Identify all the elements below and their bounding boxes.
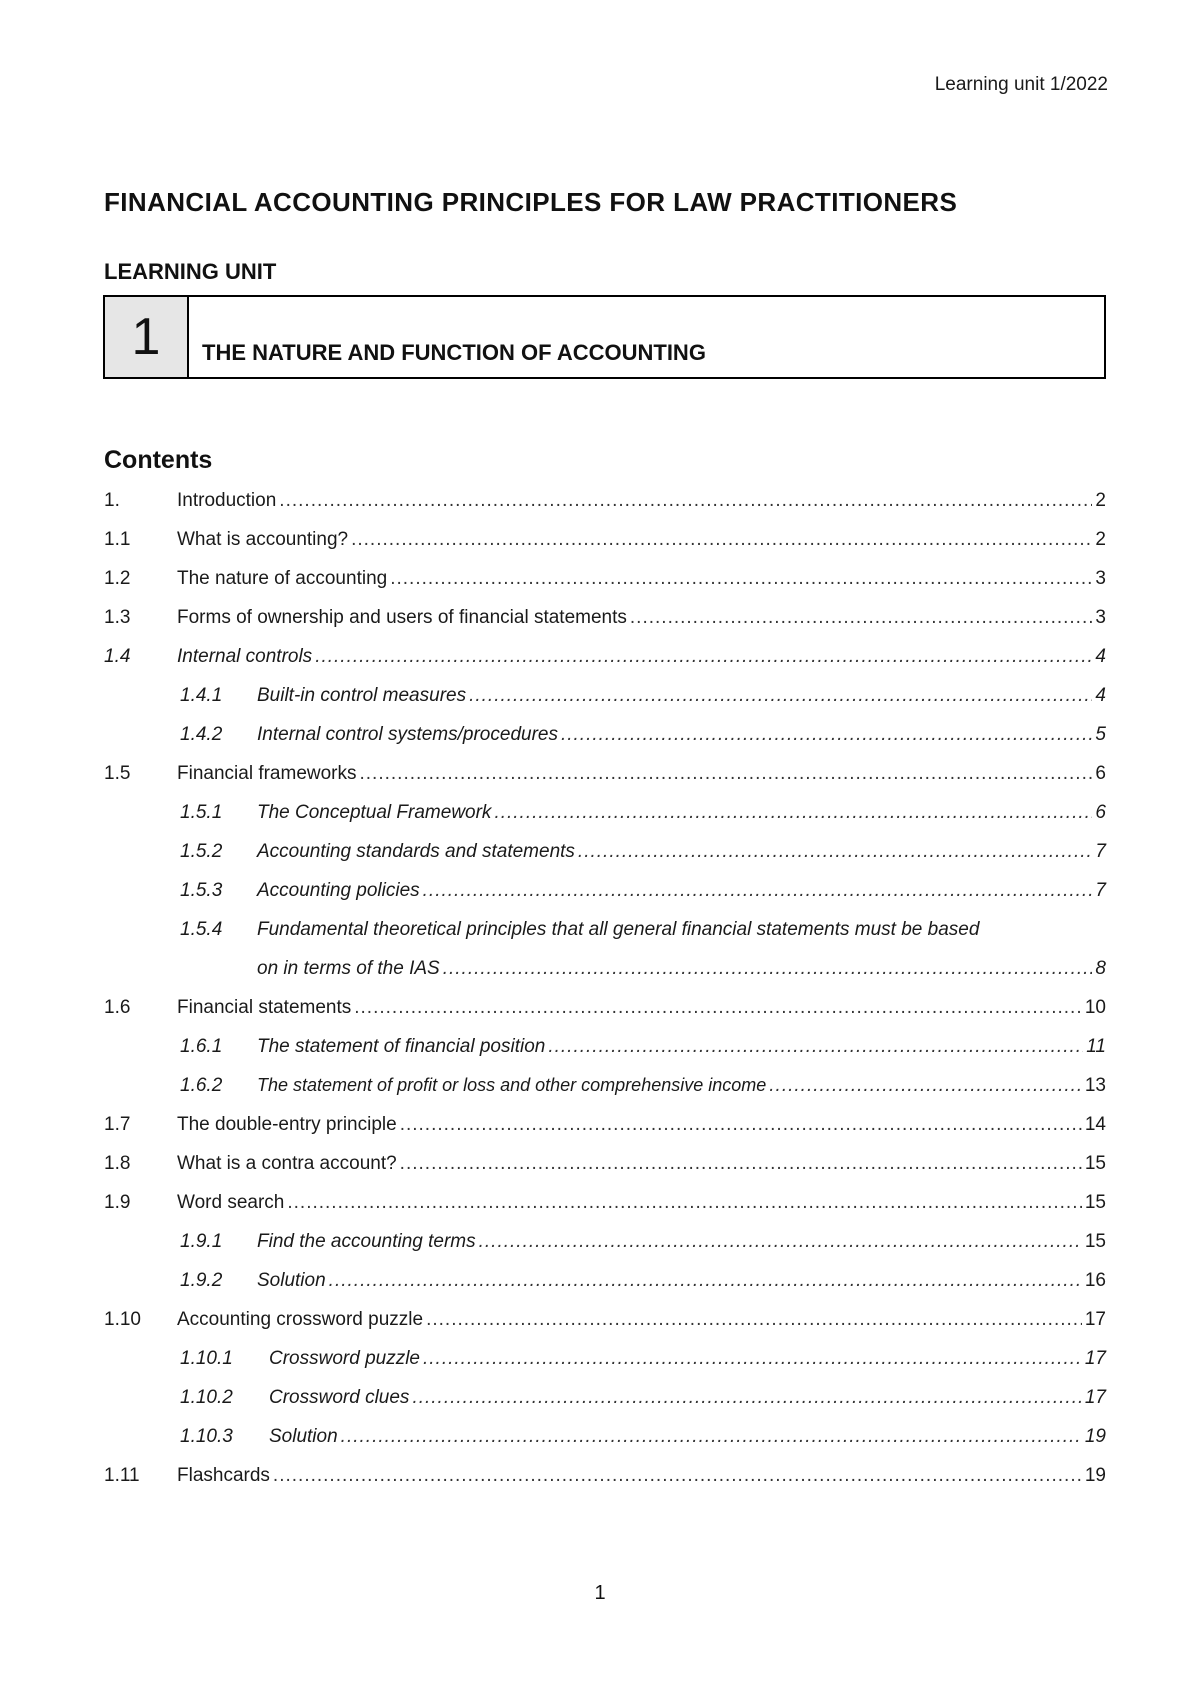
toc-entry-title: Find the accounting terms bbox=[257, 1231, 476, 1252]
toc-entry-number: 1.2 bbox=[104, 568, 131, 589]
toc-entry-page: 10 bbox=[1084, 997, 1106, 1018]
toc-dot-leader bbox=[351, 529, 1092, 551]
toc-entry-page: 16 bbox=[1084, 1270, 1106, 1291]
contents-heading: Contents bbox=[104, 446, 213, 474]
toc-entry-page: 15 bbox=[1084, 1231, 1106, 1252]
toc-dot-leader bbox=[479, 1231, 1082, 1253]
toc-entry-number: 1.9 bbox=[104, 1192, 131, 1213]
toc-entry-title: The statement of profit or loss and other comprehensive income bbox=[257, 1075, 767, 1095]
toc-entry-title: Word search bbox=[177, 1192, 285, 1213]
toc-entry-page: 3 bbox=[1095, 568, 1106, 589]
toc-entry-number: 1.5.3 bbox=[180, 880, 223, 901]
toc-entry-1-8[interactable] bbox=[104, 1153, 1106, 1192]
unit-title: THE NATURE AND FUNCTION OF ACCOUNTING bbox=[202, 340, 706, 365]
toc-dot-leader bbox=[315, 646, 1092, 668]
toc-entry-page: 7 bbox=[1095, 880, 1106, 901]
toc-entry-number: 1.10.1 bbox=[180, 1348, 233, 1369]
toc-entry-page: 11 bbox=[1086, 1036, 1106, 1057]
toc-entry-number: 1.5.2 bbox=[180, 841, 223, 862]
toc-entry-page: 8 bbox=[1095, 958, 1106, 979]
toc-entry-title: on in terms of the IAS bbox=[257, 958, 440, 979]
toc-dot-leader bbox=[341, 1426, 1082, 1448]
toc-entry-1-5-2[interactable] bbox=[104, 841, 1106, 880]
toc-dot-leader bbox=[273, 1465, 1082, 1487]
toc-entry-1-10-3[interactable] bbox=[104, 1426, 1106, 1465]
toc-entry-1-6-1[interactable] bbox=[104, 1036, 1106, 1075]
toc-dot-leader bbox=[769, 1075, 1082, 1097]
toc-dot-leader bbox=[400, 1153, 1082, 1175]
toc-entry-page: 4 bbox=[1095, 646, 1106, 667]
toc-entry-number: 1. bbox=[104, 490, 120, 511]
toc-entry-title: Internal control systems/procedures bbox=[257, 724, 558, 745]
toc-entry-title: Financial frameworks bbox=[177, 763, 357, 784]
toc-entry-number: 1.1 bbox=[104, 529, 131, 550]
toc-entry-title: Flashcards bbox=[177, 1465, 270, 1486]
toc-dot-leader bbox=[578, 841, 1093, 863]
toc-entry-page: 17 bbox=[1084, 1348, 1106, 1369]
toc-entry-1-2[interactable] bbox=[104, 568, 1106, 607]
toc-entry-page: 19 bbox=[1084, 1465, 1106, 1486]
toc-entry-number: 1.10.3 bbox=[180, 1426, 233, 1447]
toc-entry-1-4-1[interactable] bbox=[104, 685, 1106, 724]
toc-entry-title: Internal controls bbox=[177, 646, 313, 667]
toc-entry-page: 6 bbox=[1095, 802, 1106, 823]
toc-entry-number: 1.4.2 bbox=[180, 724, 223, 745]
toc-dot-leader bbox=[329, 1270, 1082, 1292]
toc-entry-number: 1.9.1 bbox=[180, 1231, 223, 1252]
table-of-contents bbox=[104, 490, 1106, 1504]
toc-entry-page: 14 bbox=[1084, 1114, 1106, 1135]
toc-entry-title: Solution bbox=[257, 1270, 326, 1291]
toc-dot-leader bbox=[360, 763, 1093, 785]
toc-entry-page: 15 bbox=[1084, 1192, 1106, 1213]
toc-entry-title: The statement of financial position bbox=[257, 1036, 546, 1057]
toc-entry-number: 1.5.4 bbox=[180, 919, 223, 940]
toc-entry-title: Forms of ownership and users of financial statements bbox=[177, 607, 627, 628]
toc-dot-leader bbox=[287, 1192, 1082, 1214]
toc-entry-number: 1.6 bbox=[104, 997, 131, 1018]
toc-entry-title: The nature of accounting bbox=[177, 568, 388, 589]
toc-dot-leader bbox=[400, 1114, 1082, 1136]
toc-entry-title: Accounting standards and statements bbox=[257, 841, 575, 862]
toc-entry-1[interactable] bbox=[104, 490, 1106, 529]
toc-entry-1-9[interactable] bbox=[104, 1192, 1106, 1231]
toc-entry-1-7[interactable] bbox=[104, 1114, 1106, 1153]
toc-entry-title: What is accounting? bbox=[177, 529, 349, 550]
toc-entry-page: 2 bbox=[1095, 529, 1106, 550]
toc-entry-1-10-1[interactable] bbox=[104, 1348, 1106, 1387]
toc-entry-page: 17 bbox=[1084, 1387, 1106, 1408]
toc-entry-1-10-2[interactable] bbox=[104, 1387, 1106, 1426]
toc-entry-title: Accounting policies bbox=[257, 880, 420, 901]
toc-entry-title: The Conceptual Framework bbox=[257, 802, 492, 823]
toc-dot-leader bbox=[494, 802, 1092, 824]
toc-entry-1-3[interactable] bbox=[104, 607, 1106, 646]
toc-dot-leader bbox=[469, 685, 1092, 707]
toc-entry-1-9-2[interactable] bbox=[104, 1270, 1106, 1309]
learning-unit-label: LEARNING UNIT bbox=[104, 259, 277, 284]
toc-entry-title: Solution bbox=[269, 1426, 338, 1447]
toc-entry-number: 1.8 bbox=[104, 1153, 131, 1174]
toc-entry-title: What is a contra account? bbox=[177, 1153, 397, 1174]
toc-entry-number: 1.9.2 bbox=[180, 1270, 223, 1291]
toc-dot-leader bbox=[630, 607, 1093, 629]
toc-dot-leader bbox=[423, 1348, 1082, 1370]
toc-entry-title: Crossword puzzle bbox=[269, 1348, 420, 1369]
toc-entry-1-4[interactable] bbox=[104, 646, 1106, 685]
toc-entry-page: 3 bbox=[1095, 607, 1106, 628]
toc-entry-page: 19 bbox=[1084, 1426, 1106, 1447]
toc-dot-leader bbox=[426, 1309, 1082, 1331]
toc-entry-title: Accounting crossword puzzle bbox=[177, 1309, 424, 1330]
toc-entry-number: 1.10 bbox=[104, 1309, 141, 1330]
toc-entry-title: Financial statements bbox=[177, 997, 352, 1018]
running-head: Learning unit 1/2022 bbox=[934, 74, 1108, 95]
toc-entry-number: 1.6.2 bbox=[180, 1075, 223, 1096]
toc-entry-number: 1.3 bbox=[104, 607, 131, 628]
toc-dot-leader bbox=[412, 1387, 1081, 1409]
toc-entry-1-5-4[interactable] bbox=[104, 919, 1106, 958]
toc-entry-title: Introduction bbox=[177, 490, 277, 511]
toc-entry-1-4-2[interactable] bbox=[104, 724, 1106, 763]
toc-entry-number: 1.6.1 bbox=[180, 1036, 223, 1057]
toc-entry-title: Crossword clues bbox=[269, 1387, 410, 1408]
toc-entry-1-5-1[interactable] bbox=[104, 802, 1106, 841]
toc-dot-leader bbox=[390, 568, 1092, 590]
toc-dot-leader bbox=[548, 1036, 1083, 1058]
toc-entry-page: 17 bbox=[1084, 1309, 1106, 1330]
toc-entry-1-6-2[interactable] bbox=[104, 1075, 1106, 1114]
toc-entry-page: 15 bbox=[1084, 1153, 1106, 1174]
toc-entry-title: Fundamental theoretical principles that all general financial statements must be based bbox=[257, 919, 980, 940]
toc-dot-leader bbox=[443, 958, 1093, 980]
toc-dot-leader bbox=[279, 490, 1092, 512]
toc-dot-leader bbox=[354, 997, 1082, 1019]
toc-entry-1-9-1[interactable] bbox=[104, 1231, 1106, 1270]
toc-entry-number: 1.5.1 bbox=[180, 802, 223, 823]
toc-entry-number: 1.7 bbox=[104, 1114, 131, 1135]
toc-entry-1-5-3[interactable] bbox=[104, 880, 1106, 919]
toc-entry-page: 6 bbox=[1095, 763, 1106, 784]
unit-number: 1 bbox=[105, 297, 189, 377]
toc-entry-title: The double-entry principle bbox=[177, 1114, 397, 1135]
toc-entry-number: 1.5 bbox=[104, 763, 131, 784]
toc-entry-page: 7 bbox=[1095, 841, 1106, 862]
page-number: 1 bbox=[594, 1582, 606, 1604]
toc-entry-number: 1.4 bbox=[104, 646, 131, 667]
toc-entry-number: 1.4.1 bbox=[180, 685, 223, 706]
toc-entry-page: 4 bbox=[1095, 685, 1106, 706]
toc-entry-number: 1.10.2 bbox=[180, 1387, 233, 1408]
toc-dot-leader bbox=[561, 724, 1092, 746]
toc-entry-page: 5 bbox=[1095, 724, 1106, 745]
toc-entry-page: 13 bbox=[1084, 1075, 1106, 1096]
toc-entry-1-11[interactable] bbox=[104, 1465, 1106, 1504]
toc-entry-1-10[interactable] bbox=[104, 1309, 1106, 1348]
toc-entry-1-6[interactable] bbox=[104, 997, 1106, 1036]
toc-entry-number: 1.11 bbox=[104, 1465, 140, 1486]
toc-entry-1-5-4-continued[interactable] bbox=[104, 958, 1106, 997]
toc-entry-1-1[interactable] bbox=[104, 529, 1106, 568]
toc-entry-1-5[interactable] bbox=[104, 763, 1106, 802]
learning-unit-box bbox=[103, 295, 1106, 379]
toc-entry-title: Built-in control measures bbox=[257, 685, 467, 706]
document-title: FINANCIAL ACCOUNTING PRINCIPLES FOR LAW PRACTITIONERS bbox=[104, 187, 958, 217]
toc-dot-leader bbox=[423, 880, 1093, 902]
toc-entry-page: 2 bbox=[1095, 490, 1106, 511]
